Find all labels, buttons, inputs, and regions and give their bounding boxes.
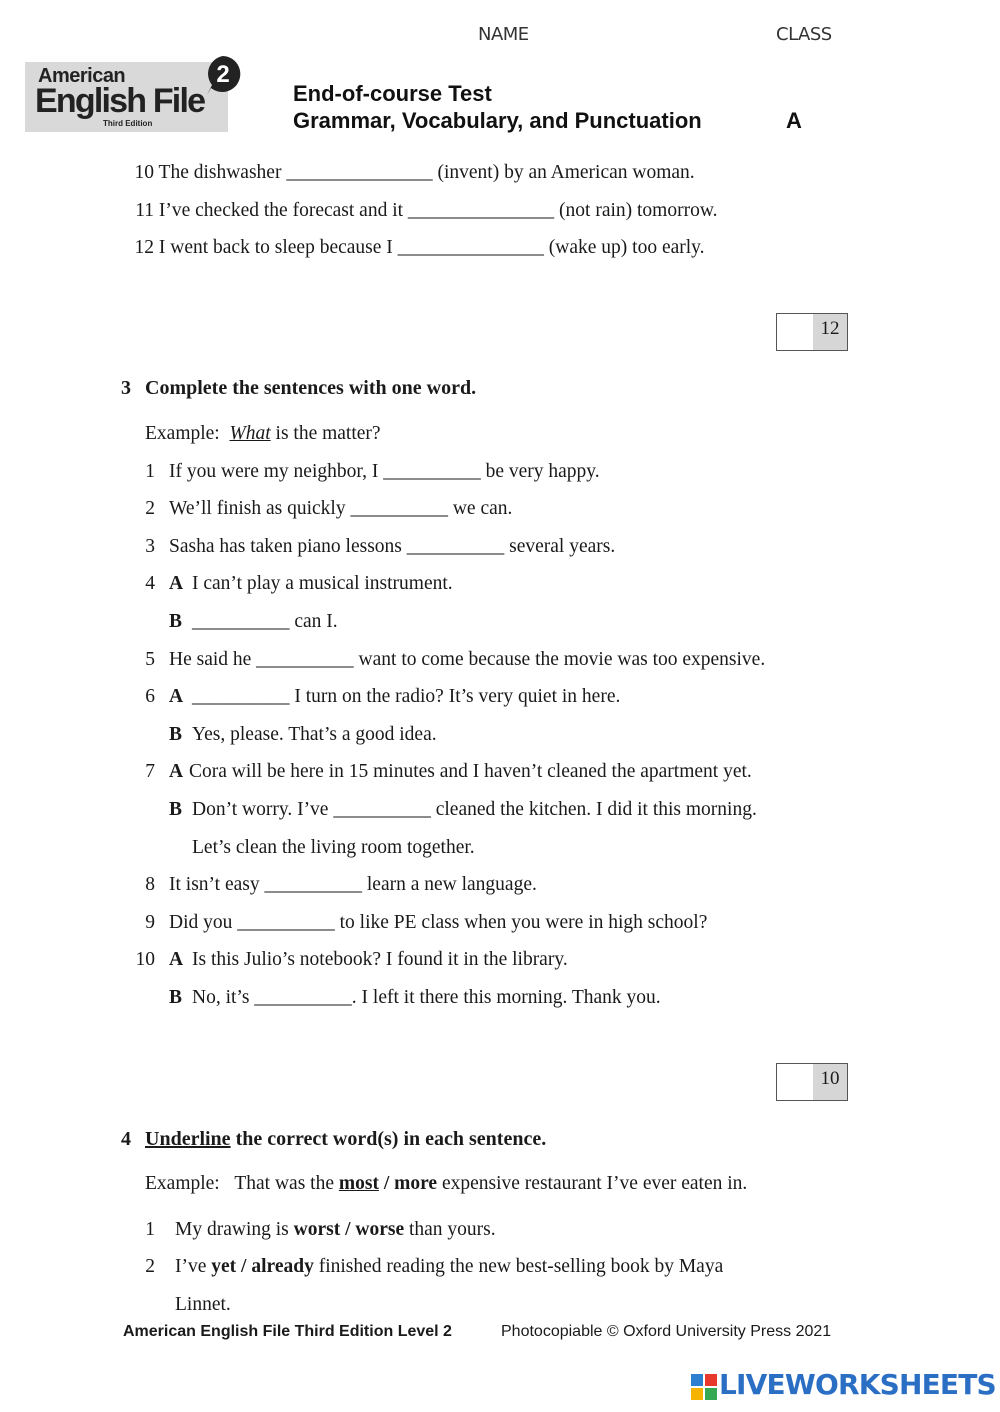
speaker-label: B <box>169 724 183 745</box>
speaker-label: B <box>169 987 183 1008</box>
logo-line2: English File <box>35 82 205 120</box>
item-text: No, it’s __________. I left it there this morning. Thank you. <box>192 987 661 1008</box>
footer-copyright: Photocopiable © Oxford University Press 2021 <box>501 1323 832 1340</box>
score-box <box>776 1063 848 1101</box>
item-text: I can’t play a musical instrument. <box>192 573 453 594</box>
item-number: 5 <box>145 649 155 670</box>
item-number: 10 <box>134 162 154 183</box>
item-number: 6 <box>145 686 155 707</box>
score-input[interactable] <box>777 314 814 350</box>
choice-separator: / <box>378 1173 395 1194</box>
speaker-label: A <box>169 761 184 782</box>
item-number: 1 <box>145 1219 155 1240</box>
speaker-label: B <box>169 799 183 820</box>
example-before: That was the <box>234 1173 334 1194</box>
logo-square-blue <box>691 1374 703 1386</box>
american-english-file-logo <box>25 62 228 132</box>
example-text: is the matter? <box>275 423 381 444</box>
item-text-before: My drawing is <box>175 1219 289 1240</box>
item-number: 2 <box>145 1256 155 1277</box>
score-box <box>776 313 848 351</box>
example-after: expensive restaurant I’ve ever eaten in. <box>441 1173 748 1194</box>
class-label: CLASS <box>776 24 832 45</box>
item-number: 1 <box>145 461 155 482</box>
item-text-after: (wake up) too early. <box>548 237 705 258</box>
test-version: A <box>786 108 802 133</box>
answer-blank[interactable]: _______________ <box>397 237 544 258</box>
instruction-rest: the correct word(s) in each sentence. <box>235 1128 547 1150</box>
example-line <box>145 423 381 445</box>
word-choices[interactable]: yet / already <box>211 1256 314 1277</box>
item-number: 2 <box>145 498 155 519</box>
footer-title: American English File Third Edition Level 2 <box>123 1323 452 1340</box>
item-text: Did you __________ to like PE class when you were in high school? <box>169 912 708 933</box>
score-total: 10 <box>813 1064 847 1100</box>
item-text-after: (invent) by an American woman. <box>437 162 695 183</box>
item-number: 9 <box>145 912 155 933</box>
score-total: 12 <box>813 314 847 350</box>
speaker-label: A <box>169 573 184 594</box>
speaker-label: A <box>169 686 184 707</box>
item-text-before: I’ve <box>175 1256 207 1277</box>
word-choices[interactable]: worst / worse <box>293 1219 405 1240</box>
example-choice-1: most <box>338 1173 379 1194</box>
instruction-underlined: Underline <box>145 1128 231 1150</box>
liveworksheets-logo-icon <box>691 1374 717 1400</box>
item-text: __________ can I. <box>192 611 338 632</box>
item-text: It isn’t easy __________ learn a new language. <box>169 874 537 895</box>
item-number: 3 <box>145 536 155 557</box>
item-text-before: I’ve checked the forecast and it <box>158 200 404 221</box>
item-text-after: (not rain) tomorrow. <box>559 200 718 221</box>
example-label: Example: <box>145 423 220 444</box>
item-text: Yes, please. That’s a good idea. <box>192 724 437 745</box>
section-number: 4 <box>121 1128 131 1150</box>
example-choice-2: more <box>394 1173 438 1194</box>
section-number: 3 <box>121 377 131 399</box>
score-input[interactable] <box>777 1064 814 1100</box>
item-number: 10 <box>135 949 155 970</box>
level-badge-icon <box>203 54 243 96</box>
item-number: 4 <box>145 573 155 594</box>
logo-square-yellow <box>691 1388 703 1400</box>
logo-edition: Third Edition <box>103 119 153 128</box>
example-label: Example: <box>145 1173 220 1194</box>
item-text: Cora will be here in 15 minutes and I haven’t cleaned the apartment yet. <box>189 761 752 782</box>
item-text: Let’s clean the living room together. <box>192 837 475 858</box>
item-number: 7 <box>145 761 155 782</box>
logo-square-red <box>705 1374 717 1386</box>
item-text: Sasha has taken piano lessons __________ several years. <box>169 536 616 557</box>
list-item <box>130 162 695 184</box>
item-text: Is this Julio’s notebook? I found it in the library. <box>192 949 568 970</box>
item-text: __________ I turn on the radio? It’s very quiet in here. <box>192 686 621 707</box>
answer-blank[interactable]: _______________ <box>286 162 433 183</box>
item-text-after: than yours. <box>408 1219 496 1240</box>
item-number: 12 <box>134 237 154 258</box>
level-number: 2 <box>216 61 230 88</box>
item-text-before: The dishwasher <box>158 162 282 183</box>
item-text-before: I went back to sleep because I <box>158 237 393 258</box>
item-number: 8 <box>145 874 155 895</box>
name-label: NAME <box>478 24 529 45</box>
item-text: Don’t worry. I’ve __________ cleaned the kitchen. I did it this morning. <box>192 799 757 820</box>
answer-blank[interactable]: _______________ <box>407 200 555 221</box>
item-number: 11 <box>135 200 154 221</box>
logo-square-green <box>705 1388 717 1400</box>
speaker-label: B <box>169 611 183 632</box>
speaker-label: A <box>169 949 184 970</box>
test-title: End-of-course Test <box>293 81 492 106</box>
example-answer: What <box>229 423 271 444</box>
section-instruction: Complete the sentences with one word. <box>145 377 477 399</box>
item-text: We’ll finish as quickly __________ we can. <box>169 498 513 519</box>
item-text: If you were my neighbor, I __________ be very happy. <box>169 461 600 482</box>
example-line <box>145 1173 747 1195</box>
list-item <box>130 200 718 222</box>
section-instruction <box>145 1128 546 1151</box>
liveworksheets-watermark[interactable]: LIVEWORKSHEETS <box>719 1368 996 1401</box>
list-item <box>130 237 705 259</box>
test-subtitle: Grammar, Vocabulary, and Punctuation <box>293 108 702 133</box>
item-text: He said he __________ want to come because the movie was too expensive. <box>169 649 766 670</box>
logo-line1: American <box>38 65 126 87</box>
item-text-after: finished reading the new best-selling book by Maya <box>318 1256 724 1277</box>
item-continuation: Linnet. <box>175 1294 231 1315</box>
